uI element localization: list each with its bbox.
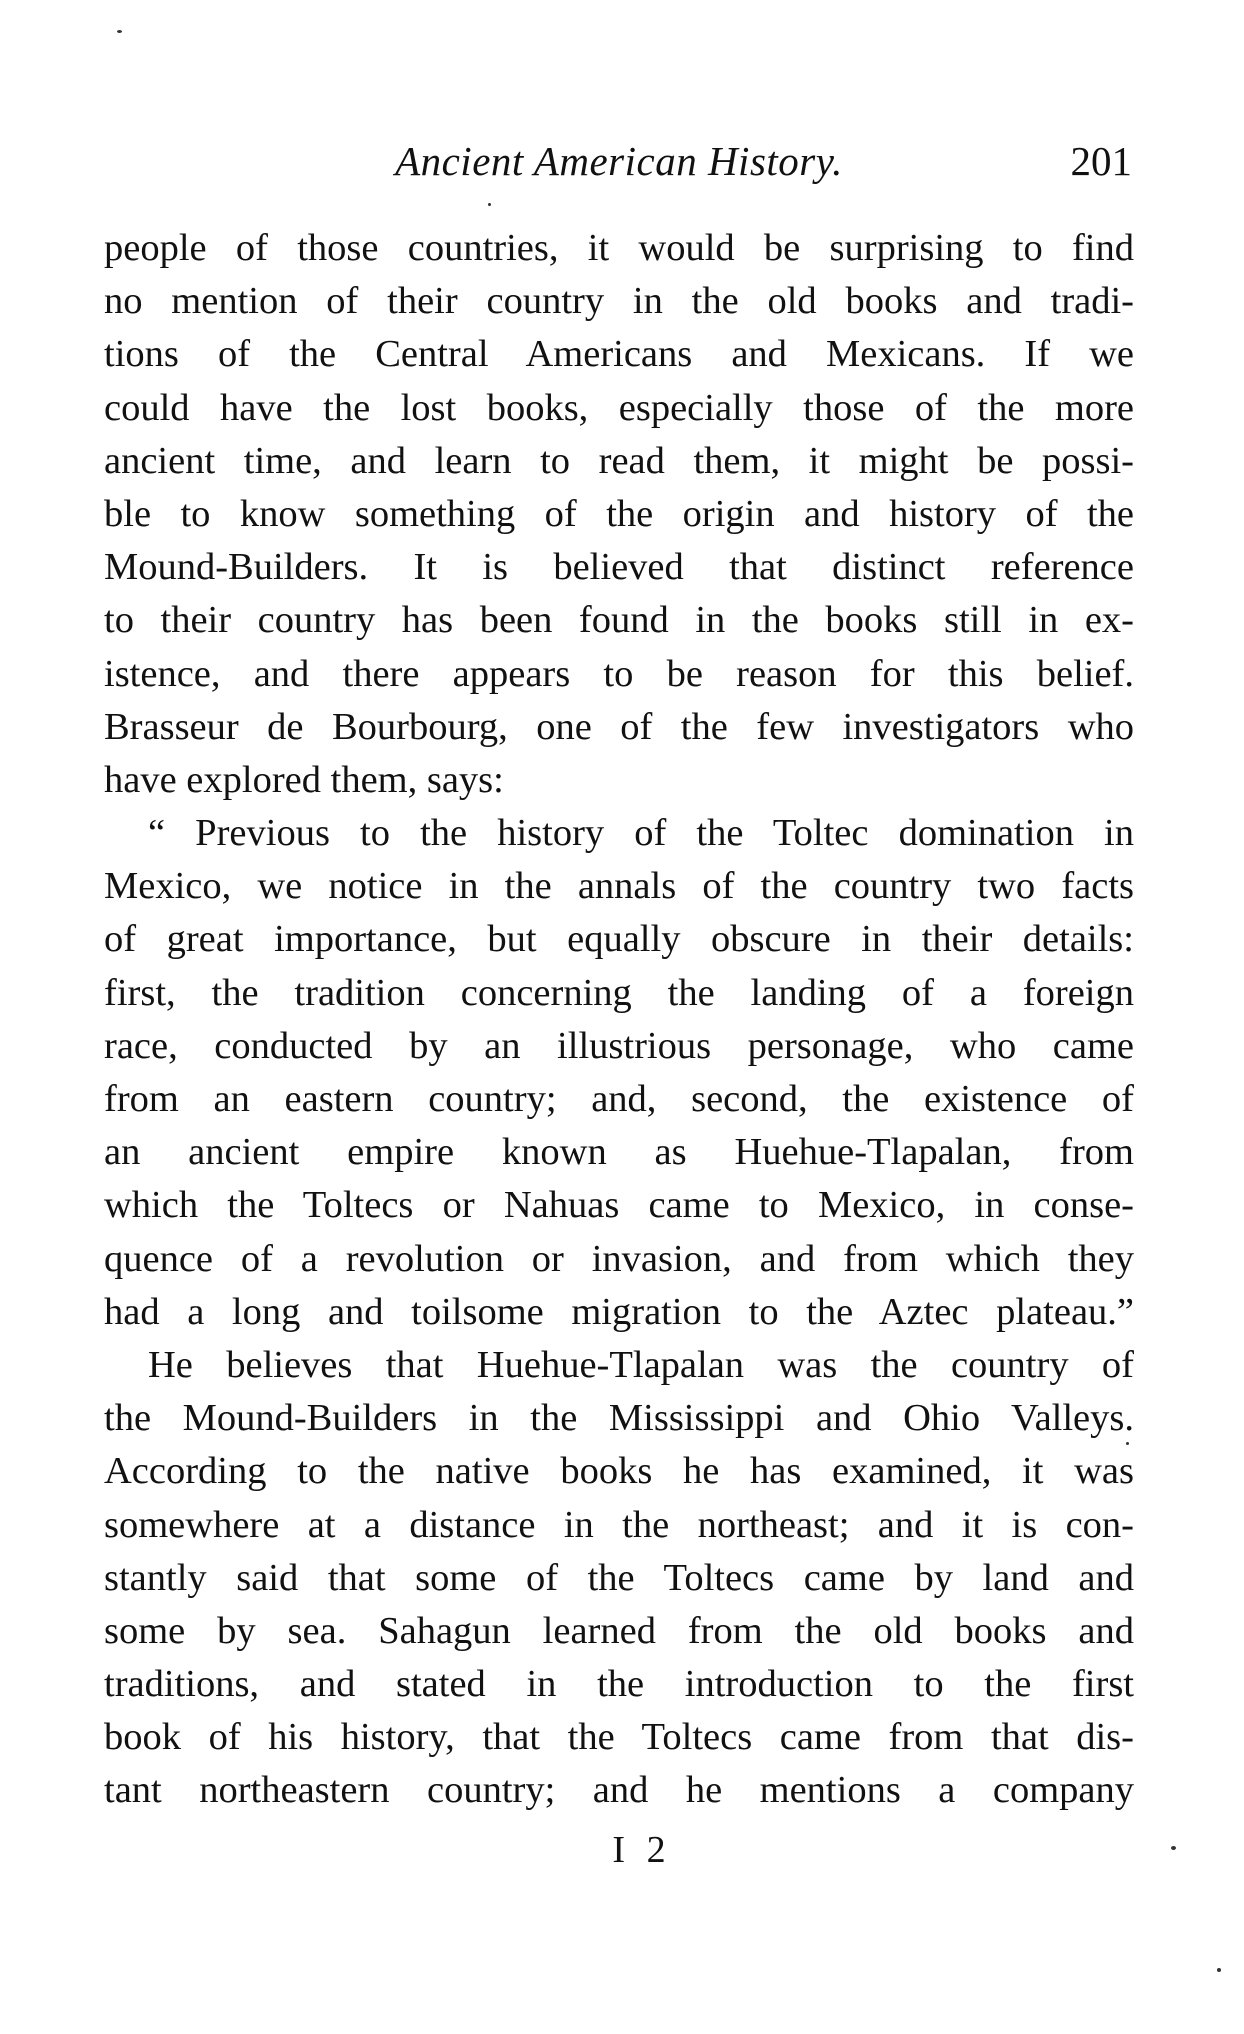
quote-line: “ Previous to the history of the Toltec domination in <box>148 812 1134 855</box>
text-line: tant northeastern country; and he mentions a company <box>104 1769 1134 1812</box>
text-line: book of his history, that the Toltecs came from that dis- <box>104 1716 1134 1759</box>
page-number: 201 <box>1070 138 1132 184</box>
text-line: ancient time, and learn to read them, it might be possi- <box>104 439 1134 482</box>
text-line: people of those countries, it would be surprising to find <box>104 227 1134 269</box>
quote-line: first, the tradition concerning the landing of a foreign <box>104 971 1134 1014</box>
text-line: some by sea. Sahagun learned from the old books and <box>104 1609 1134 1652</box>
quote-line: had a long and toilsome migration to the Aztec plateau.” <box>104 1290 1134 1333</box>
text-line: traditions, and stated in the introduction to the first <box>104 1663 1134 1706</box>
text-line: somewhere at a distance in the northeast; and it is con- <box>104 1503 1134 1546</box>
scan-speck <box>1126 1442 1129 1445</box>
body-text <box>104 222 1134 1818</box>
quote-line: which the Toltecs or Nahuas came to Mexico, in conse- <box>104 1184 1134 1227</box>
scan-speck <box>117 30 122 33</box>
scan-speck <box>1217 1968 1221 1972</box>
text-line: Mound-Builders. It is believed that distinct reference <box>104 546 1134 589</box>
quote-line: an ancient empire known as Huehue-Tlapalan, from <box>104 1131 1134 1174</box>
scan-speck <box>488 203 491 206</box>
text-line: According to the native books he has examined, it was <box>104 1450 1134 1493</box>
quote-line: Mexico, we notice in the annals of the country two facts <box>104 865 1134 908</box>
text-line: no mention of their country in the old books and tradi- <box>104 280 1134 323</box>
text-line: istence, and there appears to be reason for this belief. <box>104 652 1134 695</box>
text-line: Brasseur de Bourbourg, one of the few investigators who <box>104 705 1134 748</box>
text-line: ble to know something of the origin and history of the <box>104 492 1134 535</box>
page-header <box>106 136 1132 186</box>
quote-line: quence of a revolution or invasion, and from which they <box>104 1237 1134 1280</box>
text-line: He believes that Huehue-Tlapalan was the country of <box>148 1343 1134 1386</box>
quote-line: race, conducted by an illustrious personage, who came <box>104 1024 1134 1067</box>
text-line: stantly said that some of the Toltecs came by land and <box>104 1556 1134 1599</box>
text-line: tions of the Central Americans and Mexicans. If we <box>104 333 1134 376</box>
running-title: Ancient American History. <box>395 138 843 184</box>
quote-line: from an eastern country; and, second, the existence of <box>104 1078 1134 1120</box>
signature-mark: I 2 <box>612 1829 672 1871</box>
text-line: could have the lost books, especially those of the more <box>104 386 1134 429</box>
text-line: to their country has been found in the books still in ex- <box>104 599 1134 642</box>
quote-line: of great importance, but equally obscure in their details: <box>104 918 1134 961</box>
scan-speck <box>1171 1846 1176 1850</box>
text-line: the Mound-Builders in the Mississippi and Ohio Valleys. <box>104 1397 1134 1440</box>
text-line: have explored them, says: <box>104 758 504 801</box>
